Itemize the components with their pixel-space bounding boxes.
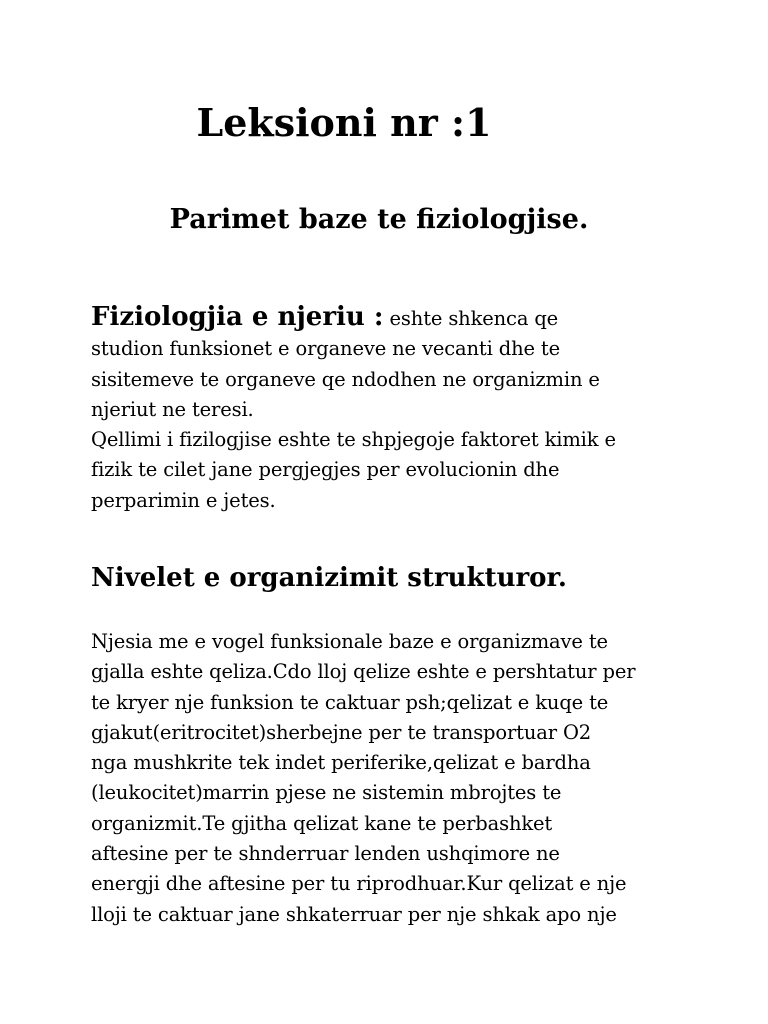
definition-line: njeriut ne teresi. bbox=[91, 397, 254, 421]
section-line: gjakut(eritrocitet)sherbejne per te transportuar O2 bbox=[91, 720, 592, 744]
section-paragraph bbox=[91, 627, 691, 930]
section-line: energji dhe aftesine per tu riprodhuar.Kur qelizat e nje bbox=[91, 872, 627, 896]
section-line: aftesine per te shnderruar lenden ushqimore ne bbox=[91, 842, 560, 866]
definition-paragraph bbox=[91, 302, 691, 516]
definition-line-first bbox=[91, 302, 691, 334]
definition-line: sisitemeve te organeve qe ndodhen ne organizmin e bbox=[91, 367, 600, 391]
definition-line: studion funksionet e organeve ne vecanti dhe te bbox=[91, 337, 560, 361]
section-line: te kryer nje funksion te caktuar psh;qelizat e kuqe te bbox=[91, 690, 609, 714]
section-heading: Nivelet e organizimit strukturor. bbox=[91, 563, 567, 593]
definition-line: Qellimi i fizilogjise eshte te shpjegoje faktoret kimik e bbox=[91, 428, 616, 452]
definition-term: Fiziologjia e njeriu : bbox=[91, 302, 384, 332]
lesson-subtitle bbox=[0, 198, 768, 242]
definition-line: eshte shkenca qe bbox=[383, 307, 559, 330]
definition-line: fizik te cilet jane pergjegjes per evolucionin dhe bbox=[91, 458, 560, 482]
section-line: nga mushkrite tek indet periferike,qelizat e bardha bbox=[91, 751, 591, 775]
section-line: gjalla eshte qeliza.Cdo lloj qelize eshte e pershtatur per bbox=[91, 660, 636, 684]
section-line: (leukocitet)marrin pjese ne sistemin mbrojtes te bbox=[91, 781, 562, 805]
lesson-title-text: Leksioni nr :1 bbox=[196, 100, 492, 145]
section-line: lloji te caktuar jane shkaterruar per nje shkak apo nje bbox=[91, 902, 617, 926]
section-line: Njesia me e vogel funksionale baze e organizmave te bbox=[91, 630, 608, 653]
section-line: organizmit.Te gjitha qelizat kane te perbashket bbox=[91, 811, 553, 835]
lesson-title bbox=[0, 96, 768, 150]
definition-line: perparimin e jetes. bbox=[91, 488, 276, 512]
lesson-subtitle-text: Parimet baze te fiziologjise. bbox=[169, 204, 589, 235]
